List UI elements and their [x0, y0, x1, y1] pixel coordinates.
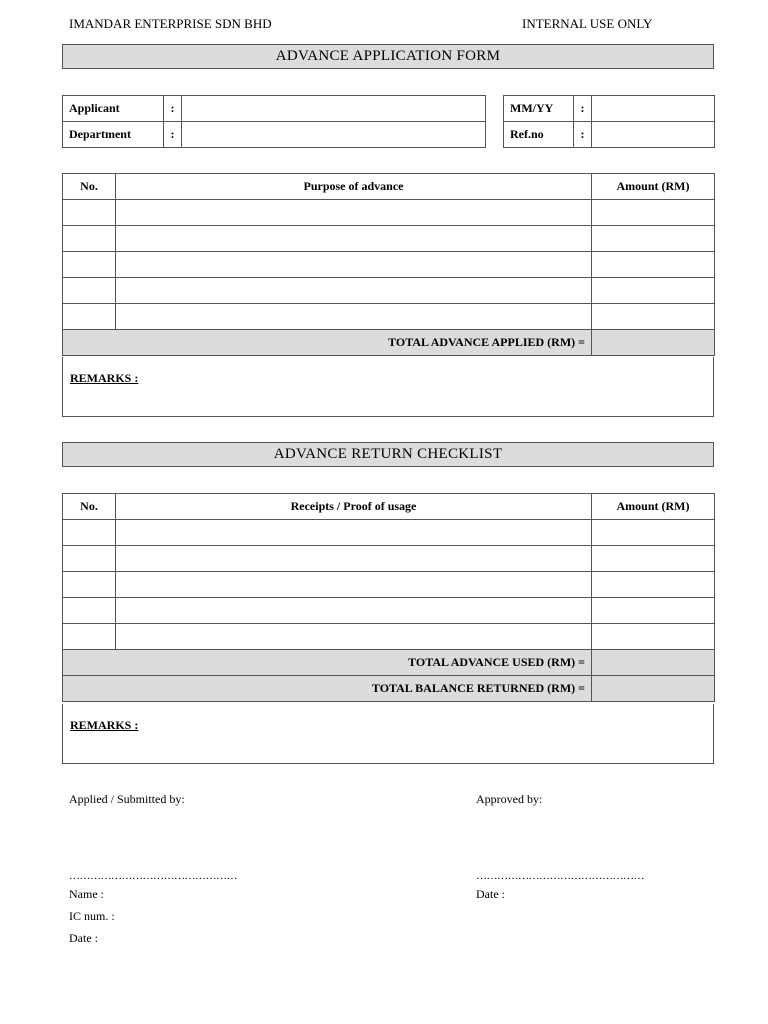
amount-cell[interactable] — [592, 572, 715, 598]
approver-signature-line[interactable]: ………………………………………… — [476, 870, 644, 882]
table-row — [63, 520, 715, 546]
col-amount-header: Amount (RM) — [592, 174, 715, 200]
no-cell[interactable] — [63, 252, 116, 278]
mmyy-label: MM/YY — [504, 96, 574, 122]
total-advance-applied-field[interactable] — [592, 330, 715, 356]
applicant-signature-line[interactable]: ………………………………………… — [69, 870, 237, 882]
mmyy-field[interactable] — [592, 96, 715, 122]
amount-cell[interactable] — [592, 546, 715, 572]
refno-field[interactable] — [592, 122, 715, 148]
company-name: IMANDAR ENTERPRISE SDN BHD — [69, 16, 272, 31]
application-remarks-label: REMARKS : — [70, 371, 139, 385]
purpose-cell[interactable] — [116, 278, 592, 304]
advance-purpose-table — [62, 173, 715, 356]
table-row — [63, 624, 715, 650]
amount-cell[interactable] — [592, 252, 715, 278]
refno-label: Ref.no — [504, 122, 574, 148]
internal-use-label: INTERNAL USE ONLY — [522, 16, 653, 31]
table-row — [63, 572, 715, 598]
table-row — [63, 546, 715, 572]
col-receipts-header: Receipts / Proof of usage — [116, 494, 592, 520]
no-cell[interactable] — [63, 546, 116, 572]
table-row — [63, 598, 715, 624]
total-advance-used-field[interactable] — [592, 650, 715, 676]
application-form-title: ADVANCE APPLICATION FORM — [62, 44, 714, 69]
return-remarks-box[interactable] — [62, 704, 714, 764]
no-cell[interactable] — [63, 278, 116, 304]
period-info-table — [503, 95, 715, 148]
total-balance-returned-field[interactable] — [592, 676, 715, 702]
application-remarks-box[interactable] — [62, 357, 714, 417]
amount-cell[interactable] — [592, 520, 715, 546]
no-cell[interactable] — [63, 598, 116, 624]
return-remarks-label: REMARKS : — [70, 718, 139, 732]
return-checklist-table — [62, 493, 715, 702]
approved-by-label: Approved by: — [476, 792, 543, 806]
receipt-cell[interactable] — [116, 520, 592, 546]
no-cell[interactable] — [63, 304, 116, 330]
table-row — [63, 278, 715, 304]
no-cell[interactable] — [63, 624, 116, 650]
applicant-colon: : — [164, 96, 182, 122]
refno-colon: : — [574, 122, 592, 148]
receipt-cell[interactable] — [116, 598, 592, 624]
receipt-cell[interactable] — [116, 572, 592, 598]
table-row — [63, 226, 715, 252]
receipt-cell[interactable] — [116, 546, 592, 572]
purpose-cell[interactable] — [116, 252, 592, 278]
total-balance-returned-label: TOTAL BALANCE RETURNED (RM) = — [63, 676, 592, 702]
applicant-info-table — [62, 95, 486, 148]
applicant-field[interactable] — [182, 96, 486, 122]
return-checklist-title: ADVANCE RETURN CHECKLIST — [62, 442, 714, 467]
name-label: Name : — [69, 887, 104, 901]
table-row — [63, 304, 715, 330]
amount-cell[interactable] — [592, 624, 715, 650]
department-field[interactable] — [182, 122, 486, 148]
amount-cell[interactable] — [592, 304, 715, 330]
col-no-header: No. — [63, 174, 116, 200]
approver-date-label: Date : — [476, 887, 505, 901]
no-cell[interactable] — [63, 572, 116, 598]
table-row — [63, 252, 715, 278]
no-cell[interactable] — [63, 226, 116, 252]
purpose-cell[interactable] — [116, 226, 592, 252]
amount-cell[interactable] — [592, 226, 715, 252]
no-cell[interactable] — [63, 520, 116, 546]
receipt-cell[interactable] — [116, 624, 592, 650]
ic-num-label: IC num. : — [69, 909, 115, 923]
mmyy-colon: : — [574, 96, 592, 122]
applicant-date-label: Date : — [69, 931, 98, 945]
applicant-label: Applicant — [63, 96, 164, 122]
purpose-cell[interactable] — [116, 200, 592, 226]
total-advance-used-label: TOTAL ADVANCE USED (RM) = — [63, 650, 592, 676]
amount-cell[interactable] — [592, 200, 715, 226]
department-label: Department — [63, 122, 164, 148]
col-no-header: No. — [63, 494, 116, 520]
no-cell[interactable] — [63, 200, 116, 226]
amount-cell[interactable] — [592, 278, 715, 304]
amount-cell[interactable] — [592, 598, 715, 624]
table-row — [63, 200, 715, 226]
applied-submitted-label: Applied / Submitted by: — [69, 792, 185, 806]
col-amount-header: Amount (RM) — [592, 494, 715, 520]
purpose-cell[interactable] — [116, 304, 592, 330]
total-advance-applied-label: TOTAL ADVANCE APPLIED (RM) = — [63, 330, 592, 356]
department-colon: : — [164, 122, 182, 148]
col-purpose-header: Purpose of advance — [116, 174, 592, 200]
